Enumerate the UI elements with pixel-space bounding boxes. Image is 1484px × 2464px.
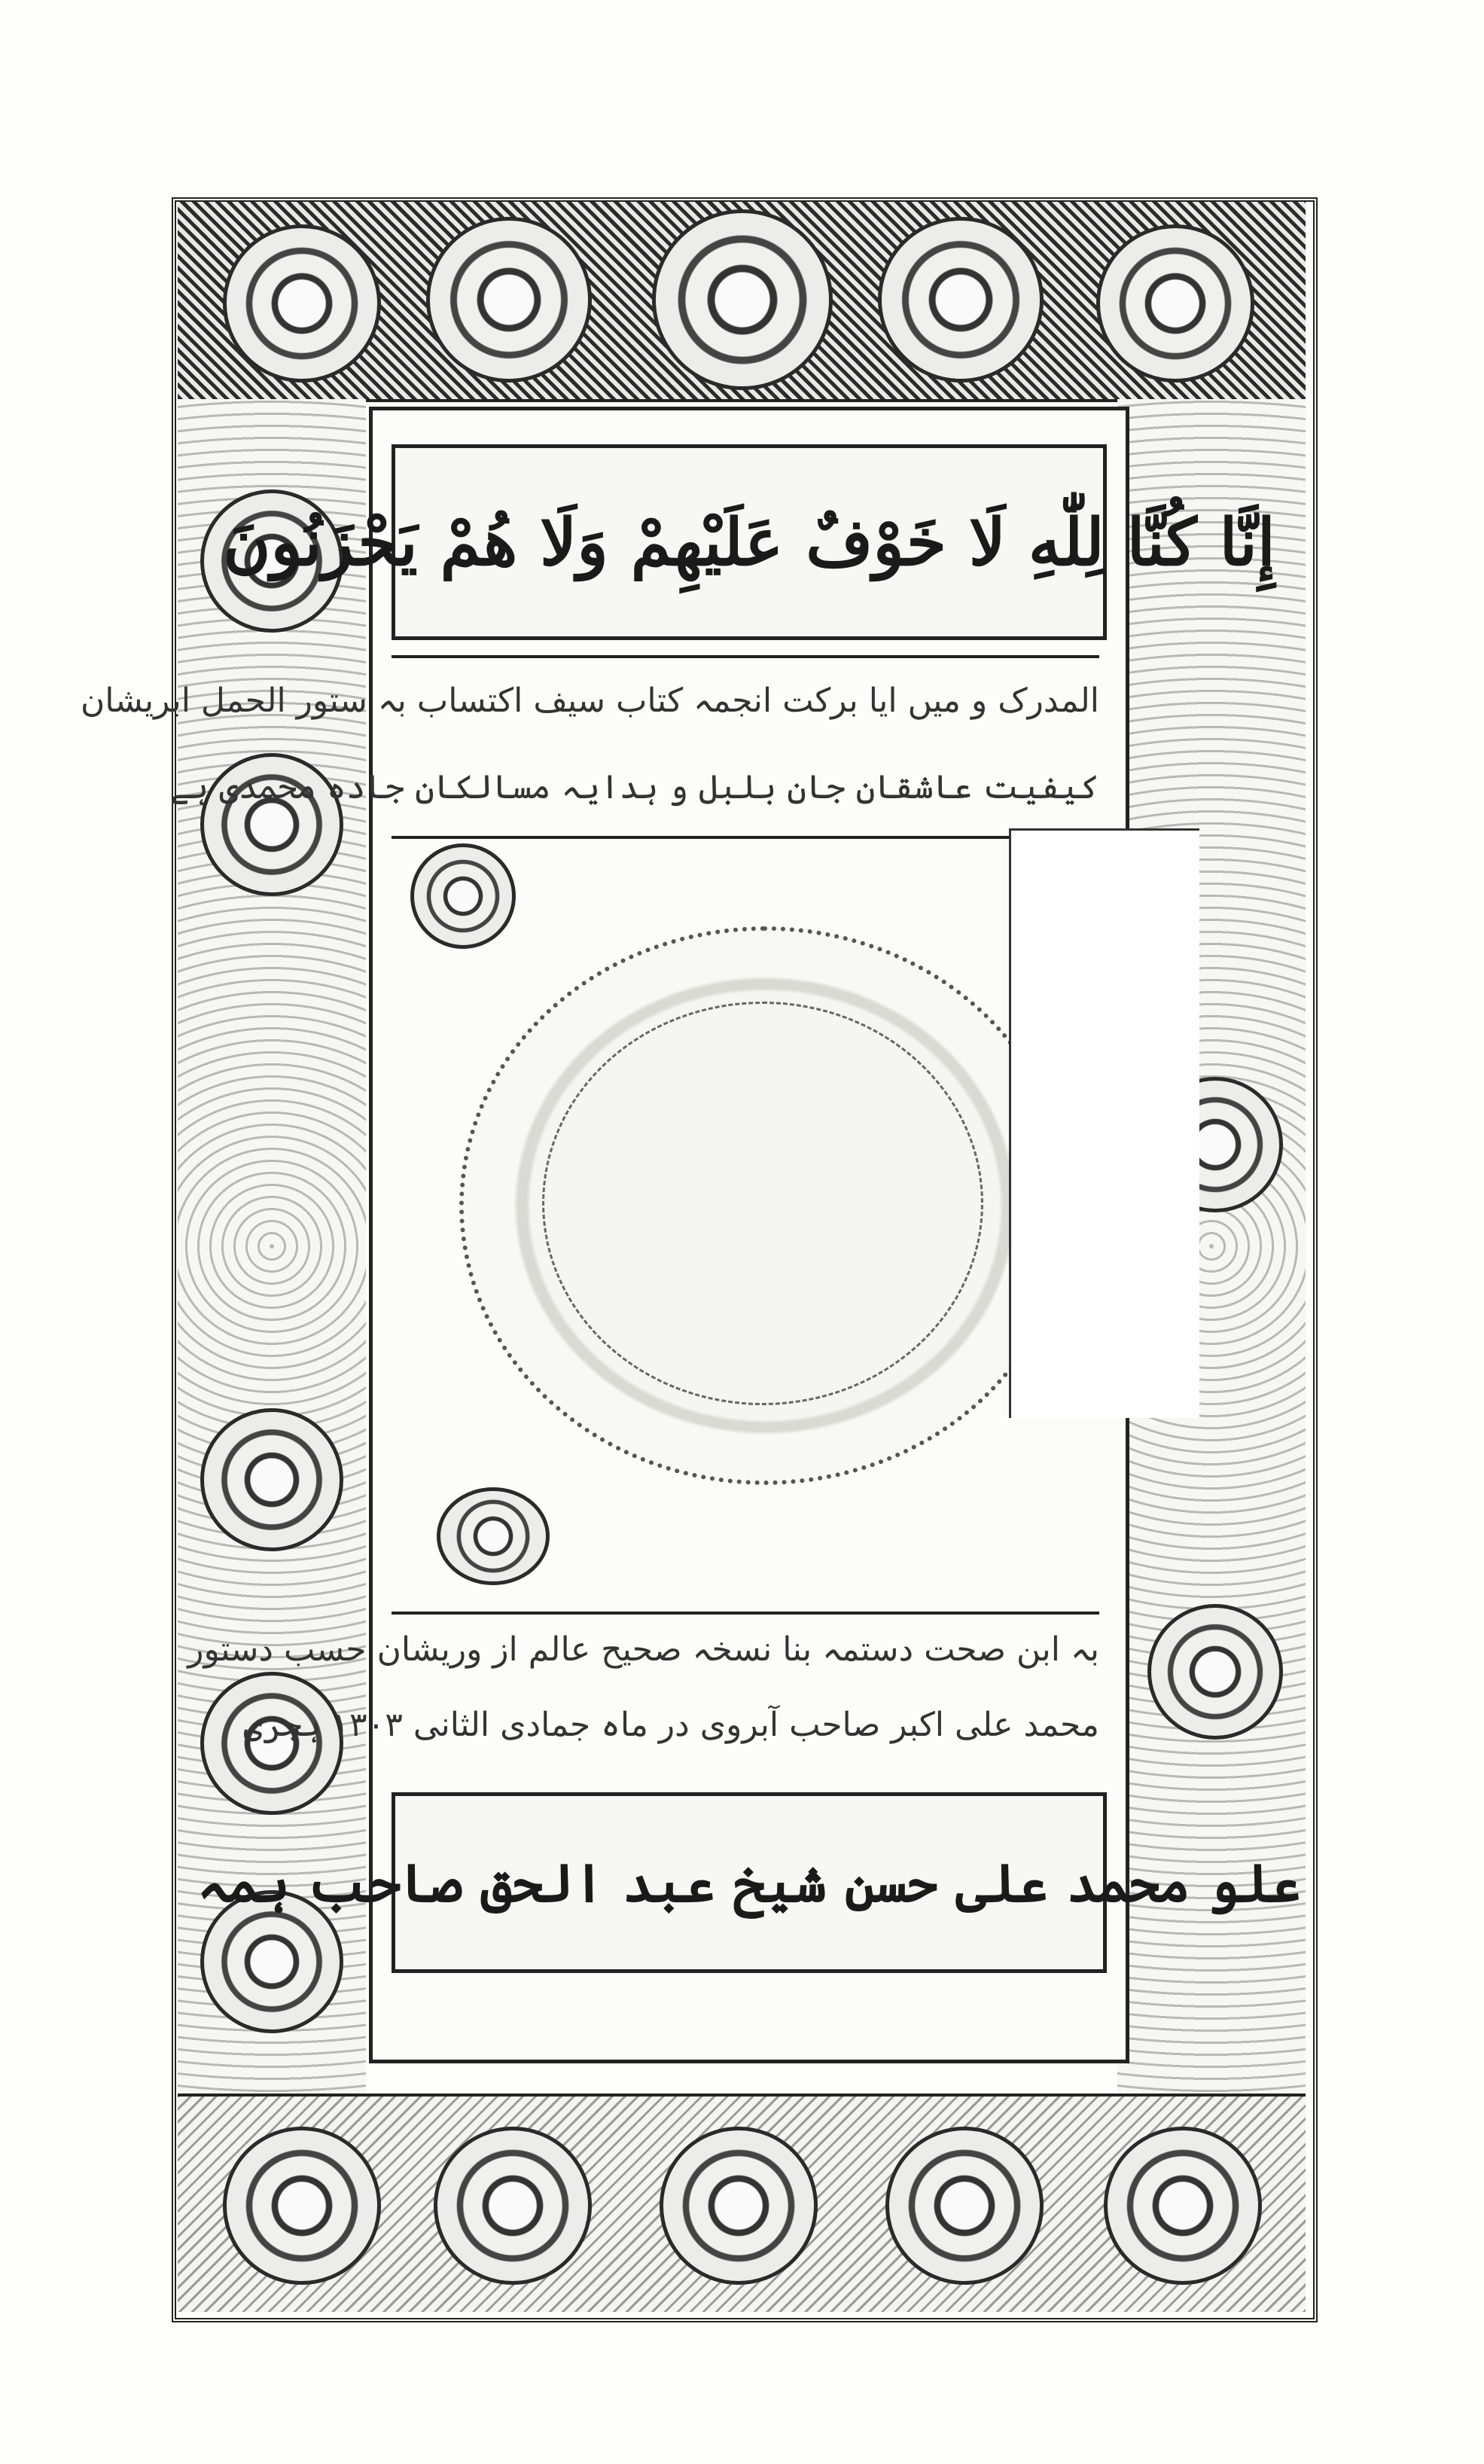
rose-ornament-icon <box>1096 224 1254 383</box>
publisher-line-2: محمد علی اکبر صاحب آبروی در ماہ جمادی الثانی ۱۳۰۳ ہجری <box>243 1706 1099 1744</box>
paisley-ornament-icon <box>437 1487 550 1585</box>
rose-ornament-icon <box>878 217 1044 383</box>
publisher-line-1: بہ ابن صحت دستمہ بنا نسخہ صحیح عالم از وریشان حسب دستور <box>187 1630 1099 1669</box>
torn-paper-patch <box>1009 828 1199 1418</box>
medallion-inner-ring <box>542 1002 983 1405</box>
rose-ornament-icon <box>1104 2127 1262 2285</box>
footer-text: علو محمد علی حسن شیخ عبد الحق صاحب ہمہ <box>197 1851 1302 1914</box>
title-cartouche <box>223 444 1275 640</box>
rose-ornament-icon <box>426 217 592 383</box>
rose-ornament-icon <box>660 2127 818 2285</box>
rose-ornament-icon <box>223 224 381 383</box>
divider <box>392 655 1099 658</box>
rose-ornament-icon <box>223 2127 381 2285</box>
divider <box>392 1612 1099 1615</box>
subtitle-line-1: المدرک و میں ایا برکت انجمہ کتاب سیف اکتساب بہ ستور الحمل ابریشان <box>80 682 1099 720</box>
bottom-floral-border <box>178 2093 1306 2312</box>
divider <box>392 836 1099 839</box>
subtitle-line-2: کیفیت عاشقان جان بلبل و ہدایہ مسالکان جادہ محمدی ہے <box>169 768 1099 807</box>
rose-ornament-icon <box>652 209 833 390</box>
footer-cartouche <box>197 1792 1302 1973</box>
rose-ornament-icon <box>885 2127 1044 2285</box>
paisley-ornament-icon <box>410 843 516 949</box>
rose-ornament-icon <box>1147 1604 1283 1740</box>
page-title: إِنَّا كُنَّا لِلّٰهِ لَا خَوْفٌ عَلَيْهِمْ وَلَا هُمْ يَحْزَنُونَ <box>223 504 1275 581</box>
rose-ornament-icon <box>434 2127 592 2285</box>
top-floral-border <box>178 202 1306 402</box>
rose-ornament-icon <box>200 1408 343 1551</box>
left-floral-border <box>178 399 366 2093</box>
